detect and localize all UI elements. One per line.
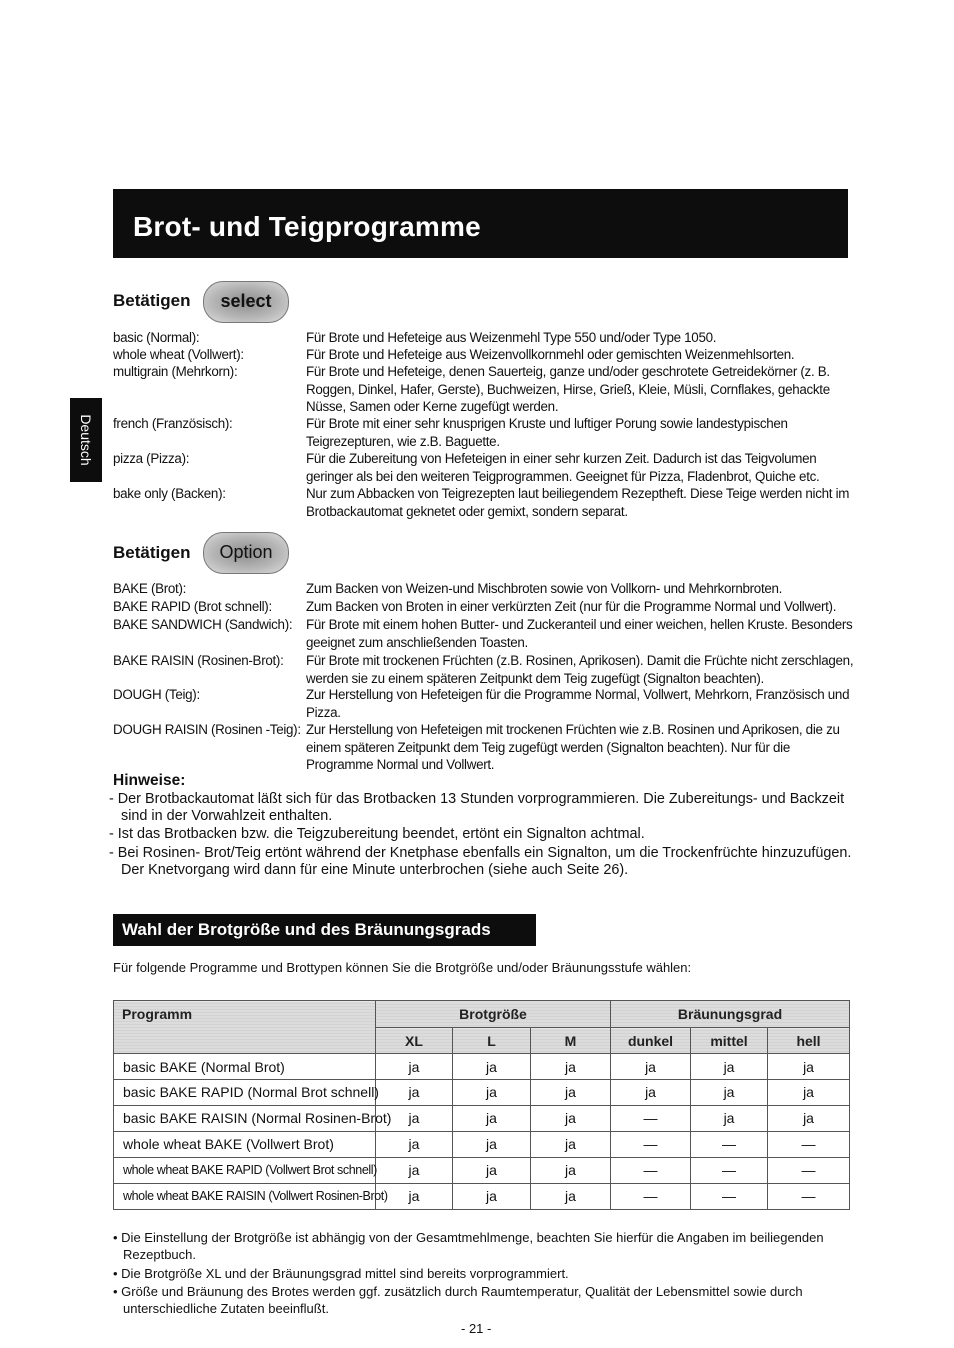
select-row-label: french (Französisch): (113, 416, 233, 431)
size-section-title-bar (113, 914, 536, 946)
option-row-desc: Zum Backen von Broten in einer verkürzten Zeit (nur für die Programme Normal und Vollwert). (306, 599, 837, 614)
header-browning-light: hell (768, 1028, 850, 1054)
value-cell: ja (531, 1105, 611, 1131)
size-section-intro: Für folgende Programme und Brottypen können Sie die Brotgröße und/oder Bräunungsstufe wählen: (113, 960, 692, 975)
program-cell: basic BAKE RAPID (Normal Brot schnell) (114, 1080, 376, 1106)
header-bread-size: Brotgröße (376, 1001, 611, 1028)
option-row-desc: Zur Herstellung von Hefeteigen für die Programme Normal, Vollwert, Mehrkorn, Französisch und Pizza. (306, 687, 850, 720)
language-tab-label: Deutsch (78, 414, 94, 466)
option-row-desc: Für Brote mit trockenen Früchten (z.B. Rosinen, Aprikosen). Damit die Früchte nicht zerschlagen, werden sie zu einem späteren Zeitpunkt dem Teig zugefügt (Signalton beachten). (306, 653, 854, 686)
value-cell: ja (531, 1183, 611, 1209)
header-size-xl: XL (376, 1028, 453, 1054)
value-cell: ja (453, 1105, 531, 1131)
header-browning-medium: mittel (691, 1028, 768, 1054)
select-heading: Betätigen (113, 291, 191, 310)
program-cell: whole wheat BAKE RAPID (Vollwert Brot schnell) (114, 1157, 376, 1183)
table-row (114, 1080, 850, 1106)
page-title-bar (113, 189, 848, 258)
value-cell: ja (691, 1080, 768, 1106)
select-row-desc: Für die Zubereitung von Hefeteigen in einer sehr kurzen Zeit. Dadurch ist das Teigvolumen geringer als bei den weiteren Teigprogrammen. Geeignet für Pizza, Fladenbrot, Quiche etc. (306, 451, 820, 484)
select-row-desc: Für Brote und Hefeteige aus Weizenmehl Type 550 und/oder Type 1050. (306, 330, 717, 345)
value-cell: ja (531, 1054, 611, 1080)
value-cell: ja (453, 1080, 531, 1106)
option-row-label: DOUGH RAISIN (Rosinen -Teig): (113, 722, 301, 737)
size-browning-table (113, 1000, 850, 1210)
table-row (114, 1054, 850, 1080)
option-row-label: BAKE RAISIN (Rosinen-Brot): (113, 653, 284, 668)
note-item: • Die Brotgröße XL und der Bräunungsgrad mittel sind bereits vorprogrammiert. (113, 1266, 569, 1281)
value-cell: ja (376, 1080, 453, 1106)
option-heading: Betätigen (113, 543, 191, 562)
value-cell: — (611, 1157, 691, 1183)
value-cell: ja (376, 1131, 453, 1157)
program-cell: whole wheat BAKE RAISIN (Vollwert Rosinen-Brot) (114, 1183, 376, 1209)
value-cell: ja (376, 1183, 453, 1209)
header-size-l: L (453, 1028, 531, 1054)
value-cell: ja (768, 1080, 850, 1106)
hint-item: - Bei Rosinen- Brot/Teig ertönt während der Knetphase ebenfalls ein Signalton, um die Trockenfrüchte hinzuzufügen. Der Knetvorgang wird dann für eine Minute unterbrochen (siehe auch Seite 26). (109, 845, 852, 878)
select-row-desc: Für Brote mit einer sehr knusprigen Kruste und luftiger Porung sowie landestypischen Teigrezepturen, wie z.B. Baguette. (306, 416, 788, 449)
select-row-label: pizza (Pizza): (113, 451, 190, 466)
page-title: Brot- und Teigprogramme (133, 211, 481, 242)
select-button-icon (203, 281, 289, 323)
value-cell: ja (531, 1131, 611, 1157)
value-cell: ja (531, 1157, 611, 1183)
option-row-desc: Zum Backen von Weizen-und Mischbroten sowie von Vollkorn- und Mehrkornbroten. (306, 581, 783, 596)
select-row-label: basic (Normal): (113, 330, 200, 345)
note-item: • Größe und Bräunung des Brotes werden ggf. zusätzlich durch Raumtemperatur, Qualität der Lebensmittel sowie durch unterschiedliche Zutaten beeinflußt. (113, 1284, 803, 1316)
hints-title: Hinweise: (113, 772, 186, 789)
table-header-row (114, 1001, 850, 1028)
header-size-m: M (531, 1028, 611, 1054)
value-cell: ja (453, 1054, 531, 1080)
value-cell: ja (768, 1054, 850, 1080)
value-cell: — (611, 1183, 691, 1209)
option-button-icon (203, 532, 289, 574)
select-row-label: whole wheat (Vollwert): (113, 347, 244, 362)
value-cell: ja (376, 1105, 453, 1131)
value-cell: — (611, 1105, 691, 1131)
select-row-label: bake only (Backen): (113, 486, 226, 501)
hint-item: - Der Brotbackautomat läßt sich für das Brotbacken 13 Stunden vorprogrammieren. Die Zubereitungs- und Backzeit sind in der Vorwahlzeit enthalten. (109, 791, 845, 824)
value-cell: — (691, 1157, 768, 1183)
value-cell: — (768, 1157, 850, 1183)
select-row-desc: Für Brote und Hefeteige, denen Sauerteig, ganze und/oder geschrotete Getreidekörner (z. B. Roggen, Dinkel, Hafer, Gerste), Buchweizen, Hirse, Grieß, Kleie, Müsli, Cornflakes, gehackte Nüsse, Samen oder Kerne zugefügt werden. (306, 364, 830, 414)
select-row-desc: Für Brote und Hefeteige aus Weizenvollkornmehl oder gemischten Weizenmehlsorten. (306, 347, 795, 362)
table-row (114, 1183, 850, 1209)
option-row-desc: Zur Herstellung von Hefeteigen mit trockenen Früchten wie z.B. Rosinen und Aprikosen, die zu einem späteren Zeitpunkt dem Teig zugefügt werden (Signalton beachten). Nur für die Programme Normal und Vollwert. (306, 722, 840, 772)
header-browning: Bräunungsgrad (611, 1001, 850, 1028)
page-number: - 21 - (461, 1321, 492, 1336)
value-cell: ja (611, 1054, 691, 1080)
option-row-label: DOUGH (Teig): (113, 687, 200, 702)
value-cell: ja (453, 1157, 531, 1183)
select-row-label: multigrain (Mehrkorn): (113, 364, 238, 379)
option-row-desc: Für Brote mit einem hohen Butter- und Zuckeranteil und einer weichen, hellen Kruste. Besonders geeignet zum anschließenden Toasten. (306, 617, 853, 650)
header-browning-dark: dunkel (611, 1028, 691, 1054)
value-cell: ja (691, 1054, 768, 1080)
value-cell: — (691, 1183, 768, 1209)
value-cell: ja (453, 1183, 531, 1209)
value-cell: — (611, 1131, 691, 1157)
value-cell: — (768, 1131, 850, 1157)
value-cell: ja (531, 1080, 611, 1106)
select-row-desc: Nur zum Abbacken von Teigrezepten laut beiliegendem Rezeptheft. Diese Teige werden nicht im Brotbackautomat geknetet oder gemixt, sondern separat. (306, 486, 850, 519)
value-cell: ja (453, 1131, 531, 1157)
table-row (114, 1157, 850, 1183)
option-row-label: BAKE (Brot): (113, 581, 187, 596)
table-row (114, 1105, 850, 1131)
select-button-label: select (220, 291, 272, 311)
note-item: • Die Einstellung der Brotgröße ist abhängig von der Gesamtmehlmenge, beachten Sie hierfür die Angaben im beiliegenden Rezeptbuch. (113, 1230, 824, 1262)
value-cell: ja (611, 1080, 691, 1106)
hint-item: - Ist das Brotbacken bzw. die Teigzubereitung beendet, ertönt ein Signalton achtmal. (109, 826, 645, 842)
value-cell: — (768, 1183, 850, 1209)
program-cell: basic BAKE (Normal Brot) (114, 1054, 376, 1080)
table-row (114, 1131, 850, 1157)
program-cell: basic BAKE RAISIN (Normal Rosinen-Brot) (114, 1105, 376, 1131)
value-cell: — (691, 1131, 768, 1157)
size-section-title: Wahl der Brotgröße und des Bräunungsgrads (122, 920, 491, 939)
language-tab (70, 398, 102, 482)
value-cell: ja (376, 1054, 453, 1080)
header-program: Programm (114, 1001, 376, 1054)
option-button-label: Option (219, 542, 273, 562)
value-cell: ja (768, 1105, 850, 1131)
program-cell: whole wheat BAKE (Vollwert Brot) (114, 1131, 376, 1157)
option-row-label: BAKE SANDWICH (Sandwich): (113, 617, 293, 632)
value-cell: ja (376, 1157, 453, 1183)
value-cell: ja (691, 1105, 768, 1131)
option-row-label: BAKE RAPID (Brot schnell): (113, 599, 272, 614)
